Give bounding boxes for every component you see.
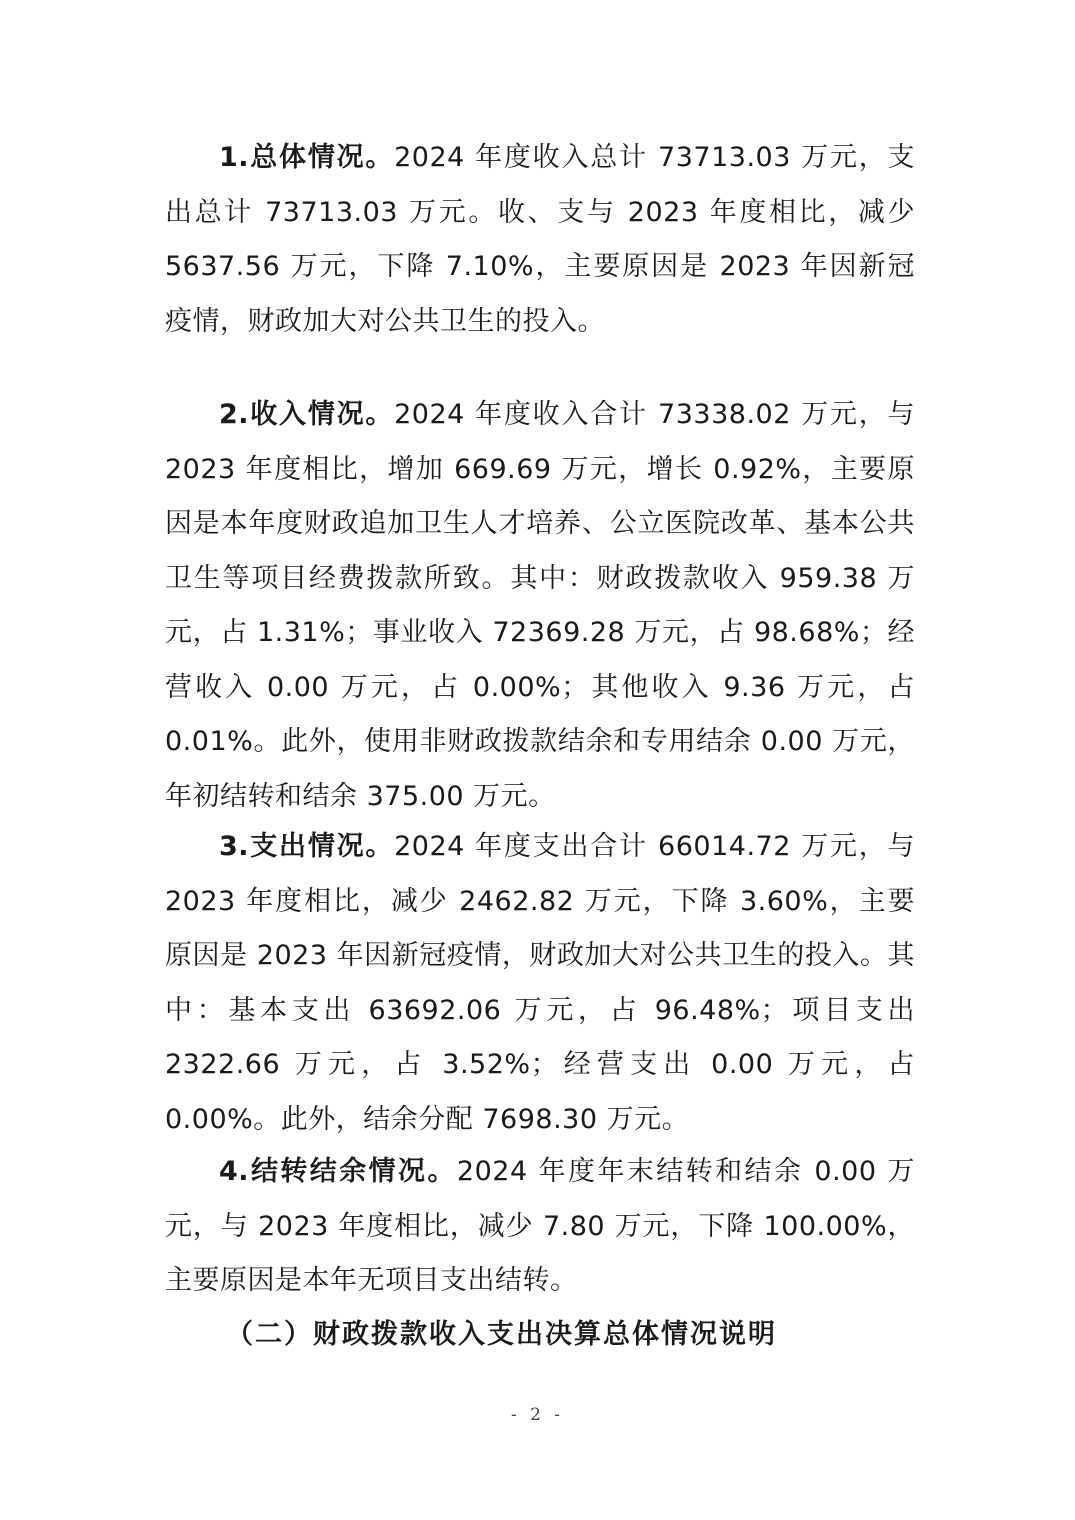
paragraph-lead: 1.总体情况。 [219, 142, 395, 173]
paragraph-body: 2024 年度年末结转和结余 0.00 万元，与 2023 年度相比，减少 7.80 万元，下降 100.00%，主要原因是本年无项目支出结转。 [165, 1156, 916, 1296]
section-heading: （二）财政拨款收入支出决算总体情况说明 [226, 1319, 777, 1350]
paragraph-expenditure [165, 820, 915, 1147]
paragraph-body: 2024 年度收入合计 73338.02 万元，与 2023 年度相比，增加 669.69 万元，增长 0.92%，主要原因是本年度财政追加卫生人才培养、公立医院改革、基本公共卫生等项目经费拨款所致。其中：财政拨款收入 959.38 万元，占 1.31%；事业收入 72369.28 万元，占 98.68%；经营收入 0.00 万元，占 0.00%；其他收入 9.36 万元，占 0.01%。此外，使用非财政拨款结余和专用结余 0.00 万元，年初结转和结余 375.00 万元。 [165, 399, 916, 812]
paragraph-body: 2024 年度收入总计 73713.03 万元，支出总计 73713.03 万元。收、支与 2023 年度相比，减少 5637.56 万元，下降 7.10%，主要原因是 2023 年因新冠疫情，财政加大对公共卫生的投入。 [165, 142, 916, 337]
paragraph-income [165, 388, 915, 824]
paragraph-lead: 3.支出情况。 [219, 831, 395, 862]
paragraph-carryover [165, 1145, 915, 1309]
page-number: - 2 - [510, 1405, 565, 1425]
paragraph-overall [165, 131, 915, 349]
paragraph-lead: 2.收入情况。 [219, 399, 395, 430]
paragraph-body: 2024 年度支出合计 66014.72 万元，与 2023 年度相比，减少 2462.82 万元，下降 3.60%，主要原因是 2023 年因新冠疫情，财政加大对公共卫生的投入。其中：基本支出 63692.06 万元，占 96.48%；项目支出 2322.66 万元，占 3.52%；经营支出 0.00 万元，占 0.00%。此外，结余分配 7698.30 万元。 [165, 831, 916, 1135]
paragraph-lead: 4.结转结余情况。 [219, 1156, 457, 1187]
